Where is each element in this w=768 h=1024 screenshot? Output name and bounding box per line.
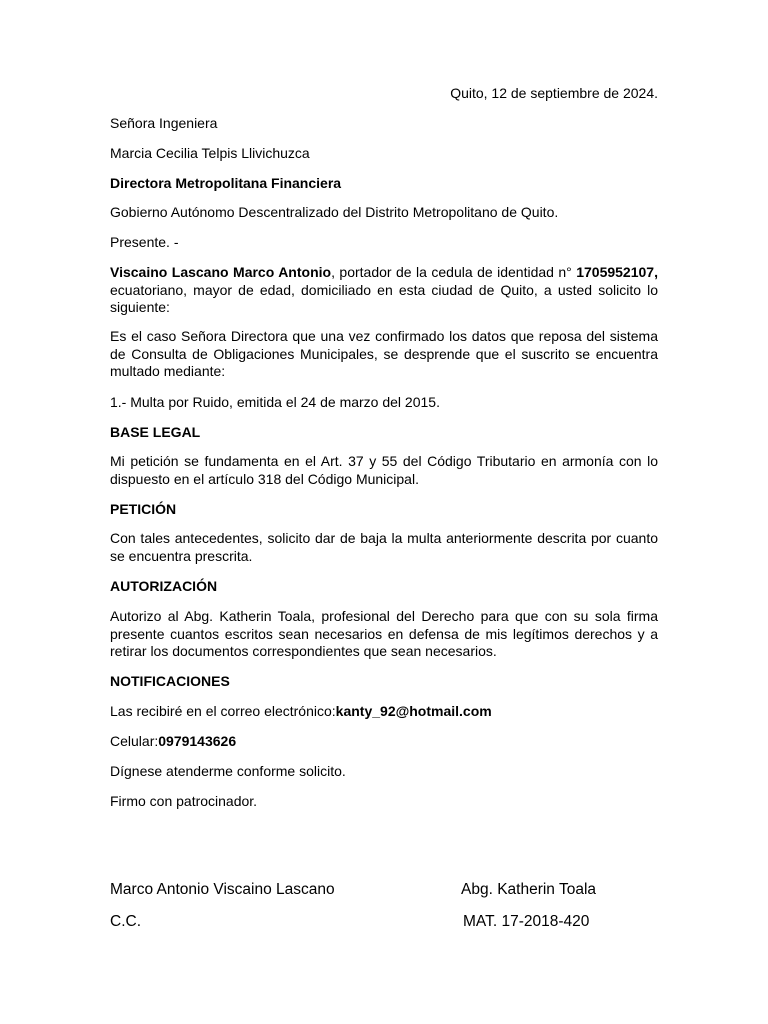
phone-line xyxy=(110,733,658,751)
peticion-paragraph: Con tales antecedentes, solicito dar de baja la multa anteriormente descrita por cuanto se encuentra prescrita. xyxy=(110,530,658,564)
autorizacion-heading xyxy=(110,578,658,596)
fine-item: 1.- Multa por Ruido, emitida el 24 de marzo del 2015. xyxy=(110,394,440,410)
base-legal-heading xyxy=(110,424,658,442)
notificaciones-heading-text: NOTIFICACIONES xyxy=(110,673,230,689)
recipient-org: Gobierno Autónomo Descentralizado del Distrito Metropolitano de Quito. xyxy=(110,204,559,220)
letter-date: Quito, 12 de septiembre de 2024. xyxy=(450,85,658,101)
autorizacion-heading-text: AUTORIZACIÓN xyxy=(110,578,218,594)
recipient-title xyxy=(110,175,658,193)
salutation: Señora Ingeniera xyxy=(110,115,218,131)
autorizacion-paragraph: Autorizo al Abg. Katherin Toala, profesional del Derecho para que con su sola firma presente cuantos escritos sean necesarios en defensa de mis legítimos derechos y a retirar los documentos correspondientes que sean necesarios. xyxy=(110,608,658,659)
base-legal-heading-text: BASE LEGAL xyxy=(110,424,201,440)
presente: Presente. - xyxy=(110,234,179,250)
email-line xyxy=(110,703,658,721)
notificaciones-heading xyxy=(110,673,658,691)
intro-text-2: ecuatoriano, mayor de edad, domiciliado en esta ciudad de Quito, a usted solicito lo siguiente: xyxy=(110,281,658,315)
intro-text-1: , portador de la cedula de identidad n° xyxy=(331,264,577,280)
signature-left-id: C.C. xyxy=(110,913,141,930)
peticion-heading xyxy=(110,501,658,519)
intro-paragraph xyxy=(110,264,658,317)
closing-line-1: Dígnese atenderme conforme solicito. xyxy=(110,763,346,779)
phone-value: 0979143626 xyxy=(158,733,237,749)
closing-line-2: Firmo con patrocinador. xyxy=(110,793,258,809)
email-label: Las recibiré en el correo electrónico: xyxy=(110,703,336,719)
case-paragraph: Es el caso Señora Directora que una vez confirmado los datos que reposa del sistema de Consulta de Obligaciones Municipales, se desprende que el suscrito se encuentra multado mediante: xyxy=(110,328,658,379)
base-legal-paragraph: Mi petición se fundamenta en el Art. 37 y 55 del Código Tributario en armonía con lo dispuesto en el artículo 318 del Código Municipal. xyxy=(110,453,658,487)
peticion-heading-text: PETICIÓN xyxy=(110,501,177,517)
signature-right-name: Abg. Katherin Toala xyxy=(461,881,597,898)
recipient-name: Marcia Cecilia Telpis Llivichuzca xyxy=(110,145,310,161)
recipient-title-text: Directora Metropolitana Financiera xyxy=(110,175,342,191)
signature-right-id: MAT. 17-2018-420 xyxy=(463,913,590,930)
email-value: kanty_92@hotmail.com xyxy=(335,703,492,719)
petitioner-name: Viscaino Lascano Marco Antonio xyxy=(110,264,332,280)
phone-label: Celular: xyxy=(110,733,159,749)
petitioner-id: 1705952107, xyxy=(576,264,658,280)
signature-left-name: Marco Antonio Viscaino Lascano xyxy=(110,881,335,898)
